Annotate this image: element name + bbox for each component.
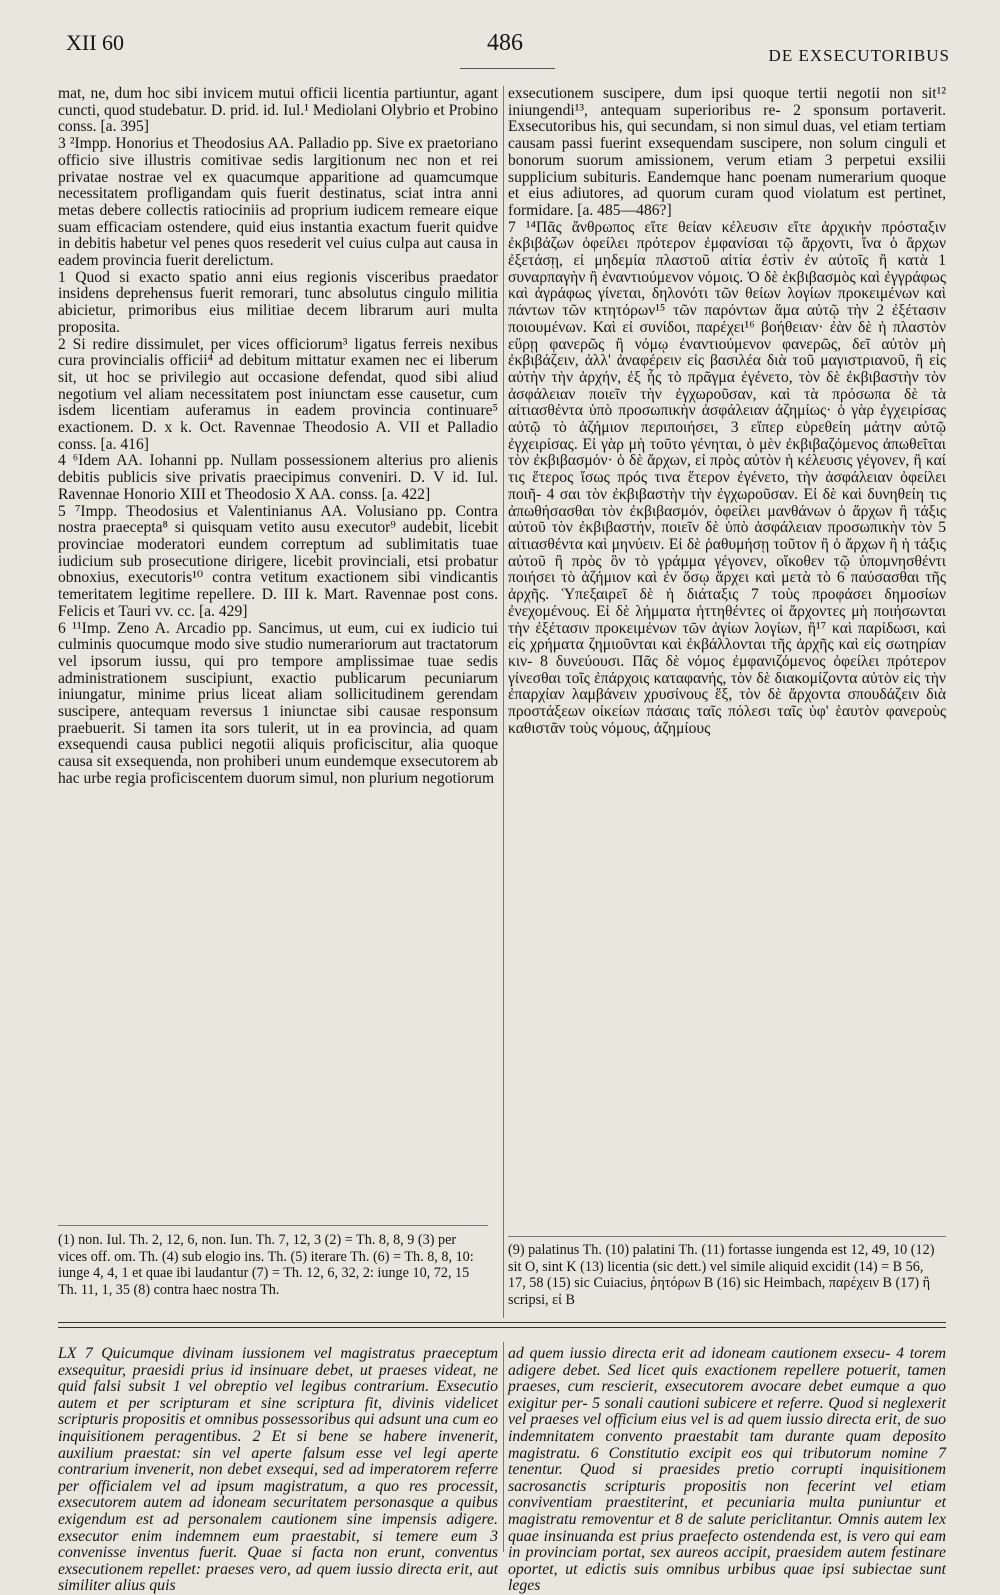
- latin-translation-left: [58, 1346, 498, 1595]
- paragraph: 5 ⁷Impp. Theodosius et Valentinianus AA. Volusiano pp. Contra nostra praecepta⁸ si quisquam vetito ausu executor⁹ audebit, licebit provinciae moderatori eundem correptum ad sublimitatis tuae iudicium sub prosecutione dirigere, licebit provinciali, etsi probatur obnoxius, executoris¹⁰ contra vetitum exactionem sibi vindicantis temeritatem legitime repellere. D. III k. Mart. Ravennae post cons. Felicis et Tauri vv. cc. [a. 429]: [58, 502, 498, 620]
- paragraph: 6 ¹¹Imp. Zeno A. Arcadio pp. Sancimus, ut eum, cui ex iudicio tui culminis quocumque modo sive studio numerariorum aut tractatorum vel ipsorum iussu, qui pro tempore amplissimae tuae sedis administrationem suscipiunt, exactio publicarum pecuniarum iniungatur, minime prius liceat aliam sollicitudinem gerendam suscipere, antequam reversus 1 iniunctae sibi causae responsum praebuerit. Si tamen ita sors tulerit, ut in ea provincia, ad quam exsequendi causa publici negotii aliquis proficiscitur, alia quoque causa sit exsequenda, non prohiberi unum eundemque exsecutorem ab hac urbe regia proficiscentem duorum simul, non plurium negotiorum: [58, 619, 498, 787]
- paragraph: 3 ²Impp. Honorius et Theodosius AA. Palladio pp. Sive ex praetoriano officio sive illustris comitivae sedis largitionum nec non et rei privatae nostrae vel ex quacumque apparitione ad quamcumque necessitatem profligandam quis fuerit destinatus, sciat intra anni metas debere collectis ratiociniis ad proprium iudicem remeare eique suam efficaciam ostendere, quid eius instantia exactum fuerit quidve in debitis habetur vel penes quos resederit vel cuius culpa aut causa in eadem provincia fuerit derelictum.: [58, 135, 498, 270]
- paragraph: 1 Quod si exacto spatio anni eius regionis visceribus praedator insidens deprehensus fuerit remorari, tunc absolutus cingulo militia abicietur, primoribus eius militiae decem librarum auri multa proposita.: [58, 268, 498, 336]
- column-divider: [503, 86, 504, 1318]
- paragraph: exsecutionem suscipere, dum ipsi quoque tertii negotii non sit¹² iniungendi¹³, antequam superioribus re- 2 sponsum portaverit. Exsecutoribus his, qui secundam, si non simul duas, vel etiam tertiam causam passi fuerint exsequendam suscipere, non solum cinguli et bonorum suorum amissionem, verum etiam 3 perpetui exsilii supplicium subituris. Eandemque hanc poenam numerarium quoque et eius adiutores, ad quorum curam quod violatum est pertinet, formidare. [a. 485—486?]: [508, 85, 946, 219]
- paragraph: 2 Si redire dissimulet, per vices officiorum³ ligatus ferreis nexibus cura provincialis officii⁴ ad debitum mittatur examen nec ei liberum sit, ut hoc se privilegio aut occasione defendat, quod sibi aliud negotium vel aliam necessitatem post iniunctam esse causetur, cum isdem licentiam auferamus in eadem provincia continuare⁵ exactionem. D. x k. Oct. Ravennae Theodosio A. VII et Palladio conss. [a. 416]: [58, 335, 498, 453]
- section-double-rule: [58, 1322, 946, 1328]
- main-text-left-column: [58, 86, 498, 788]
- running-head-right: DE EXSECUTORIBUS: [768, 46, 950, 65]
- header-rule: [460, 68, 555, 69]
- paragraph: ad quem iussio directa erit ad idoneam cautionem exsecu- 4 torem adigere debet. Sed licet quis exactionem repellere potuerit, tamen praeses, cum rescierit, exsecutorem avocare debet eumque a quo exigitur per- 5 sonali cautioni subicere et referre. Quod si neglexerit vel praeses vel officium eius vel is ad quem iussio directa erit, de suo indemnitatem convento praestabit tam durante quam deposito magistratu. 6 Constitutio excipit eos qui tributorum nomine 7 tenentur. Quod si praesides pretio corrupti inquisitionem sacrosanctis scripturis propositis non fecerint vel etiam conviventiam praestiterint, et pecuniaria multa puniuntur et magistratu removentur et 8 de salute periclitantur. Omnis autem lex quae insinuanda est prius praefecto ostendenda est, is vero qui eam in provinciam portat, sex aureos accipit, praesidem autem festinare oportet, ut edictis suis omnibus urbibus quae ipsi subiectae sunt leges: [508, 1345, 946, 1595]
- footnotes-left: (1) non. Iul. Th. 2, 12, 6, non. Iun. Th. 7, 12, 3 (2) = Th. 8, 8, 9 (3) per vices off. om. Th. (4) sub elogio ins. Th. (5) iterare Th. (6) = Th. 8, 8, 10: iunge 4, 4, 1 et quae ibi laudantur (7) = Th. 12, 6, 32, 2: iunge 10, 72, 15 Th. 11, 1, 35 (8) contra haec nostra Th.: [58, 1232, 474, 1298]
- main-text-right-column: [508, 86, 946, 737]
- translation-column-divider: [503, 1342, 504, 1552]
- footnotes-right: (9) palatinus Th. (10) palatini Th. (11) fortasse iungenda est 12, 49, 10 (12) sit O, sint K (13) licentia (sic dett.) vel simile aliquid excidit (14) = B 56, 17, 58 (15) sic Cuiacius, ῥητόρων B (16) sic Heimbach, παρέχειν B (17) ἢ scripsi, εἰ B: [508, 1242, 935, 1308]
- footnote-rule-left: [58, 1225, 488, 1226]
- paragraph: LX 7 Quicumque divinam iussionem vel magistratus praeceptum exsequitur, praesidi prius id insinuare debet, ut praeses videat, ne quid falsi subsit 1 vel obreptio vel legibus contrarium. Exsecutio autem et per scripturam et sine scriptura fit, divinis videlicet scripturis propositis et omnibus possessoribus qui adsunt una cum eo inquisitionem peragentibus. 2 Et si bene se habere invenerit, auxilium praestat: sin vel aperte falsum esse vel legi aperte contrarium invenerit, non debet exsequi, sed ad imperatorem referre per officialem vel ad ipsum magistratum, a quo res processit, exsecutorem autem ad idoneam securitatem personasque a quibus exigendum est ad personalem cautionem sine impensis adigere. exsecutor enim indemnem eum praestabit, si temere eum 3 convenisse inventus fuerit. Quae si facta non erunt, conventus exsecutionem repellet: praeses vero, ad quem iussio directa erit, aut similiter alius quis: [58, 1345, 498, 1595]
- footnote-rule-right: [508, 1236, 946, 1237]
- greek-paragraph: 7 ¹⁴Πᾶς ἄνθρωπος εἴτε θείαν κέλευσιν εἴτε ἀρχικὴν πρόσταξιν ἐκβιβάζων ὀφείλει πρότερον ἐμφανίσαι τῷ ἄρχοντι, ἵνα ὁ ἄρχων ἐξετάσῃ, εἰ μηδεμία πλαστοῦ αἰτία ἐστὶν ἐν αὐτοῖς ἢ κατὰ 1 συναρπαγὴν ἢ ἐναντιούμενον νόμοις. Ὁ δὲ ἐκβιβασμὸς καὶ ἐγγράφως καὶ ἀγράφως γίνεται, δηλονότι τῶν θείων λογίων προκειμένων καὶ πάντων τῶν κτητόρων¹⁵ τῶν παρόντων ἅμα αὐτῷ τὴν 2 ἐξέτασιν ποιουμένων. Καὶ εἰ συνίδοι, παρέχει¹⁶ βοήθειαν· ἐὰν δὲ ἡ πλαστὸν εὕρῃ φανερῶς ἢ νόμῳ ἐναντιούμενον φανερῶς, δεῖ αὐτὸν μὴ ἐκβιβάζειν, ἀλλ' ἀναφέρειν εἰς βασιλέα διὰ τοῦ μαγιστριανοῦ, ἢ εἰς αὐτὴν τὴν ἀρχήν, ἐξ ἧς τὸ πρᾶγμα ἐγένετο, τὸν δὲ ἐκβιβαστὴν τὸν ἀσφάλειαν ποιεῖν τὴν ἐγχωροῦσαν, καὶ τὰ πρόσωπα δὲ τὰ αἰτιασθέντα ὑπὸ προσωπικὴν ἀσφάλειαν ἀζημίως· ὁ γὰρ ἐγχειρίσας αὐτῷ τὸ ἀζήμιον περιποιήσει, 3 εἴπερ εὑρεθείη μάτην αὐτῷ ἐγχειρίσας. Εἰ γὰρ μὴ τοῦτο γένηται, ὁ μὲν ἐκβιβαζόμενος ἀπωθεῖται τὸν ἐκβιβασμόν· ὁ δὲ ἄρχων, εἰ πρὸς αὐτὸν ἡ κέλευσις γέγονεν, ἢ καί τις ἕτερος ἴσως πρός τινα ἕτερον ἐγένετο, τὴν ἀσφάλειαν ὀφείλει ποιῆ- 4 σαι τὸν ἐκβιβαστὴν τὴν ἐγχωροῦσαν. Εἰ δὲ καὶ δυνηθείη τις ἀπωθήσασθαι τὸν ἐκβιβασμόν, ὀφείλει μανθάνων ὁ ἄρχων ἢ τάξις αὐτοῦ τὸν ἐκβιβαστήν, ποιεῖν δὲ ὑπὸ ἀσφάλειαν προσωπικὴν τὸν 5 αἰτιασθέντα καὶ μηνύειν. Εἰ δὲ ῥαθυμήσῃ τοῦτον ἢ ὁ ἄρχων ἢ ἡ τάξις αὐτοῦ ἢ πρὸς ὃν τὸ γράμμα γέγονεν, οἴκοθεν τῷ ὑπομνησθέντι ποιήσει τὸ ἀζήμιον καὶ ἐν ὅσῳ ἄρχει καὶ μετὰ τὸ 6 παύσασθαι τῆς ἀρχῆς. Ὑπεξαιρεῖ δὲ ἡ διάταξις 7 τοὺς προφάσει δημοσίων ἐνεχομένους. Εἰ δὲ λήμματα ἡττηθέντες οἱ ἄρχοντες μὴ ποιήσωνται τὴν ἐξέτασιν προκειμένων τῶν ἁγίων λογίων, ἢ¹⁷ καὶ παρίδωσι, καὶ εἰς χρήματα ζημιοῦνται καὶ ἐκβάλλονται τῆς ἀρχῆς καὶ εἰς σωτηρίαν κιν- 8 δυνεύουσι. Πᾶς δὲ νόμος ἐμφανιζόμενος ὀφείλει πρότερον γίνεσθαι τοῖς ἐπάρχοις καταφανής, τὸν δὲ διακομίζοντα αὐτὸν εἰς τὴν ἐπαρχίαν λαμβάνειν χρυσίνους ἕξ, τὸν δὲ ἄρχοντα σπουδάζειν διὰ προστάξεων οἰκείων πάσαις ταῖς πόλεσι ταῖς ὑφ' ἑαυτὸν φανεροὺς καθιστᾶν τοὺς νόμους, ἀζημίους: [508, 218, 946, 737]
- latin-translation-right: [508, 1346, 946, 1595]
- running-head-left: XII 60: [66, 30, 125, 55]
- paragraph: mat, ne, dum hoc sibi invicem mutui officii licentia partiuntur, agant cuncti, quod studebatur. D. prid. id. Iul.¹ Mediolani Olybrio et Probino conss. [a. 395]: [58, 85, 498, 136]
- page-number: 486: [487, 30, 523, 56]
- paragraph: 4 ⁶Idem AA. Iohanni pp. Nullam possessionem alterius pro alienis debitis publicis sive privatis praecipimus conveniri. D. V id. Iul. Ravennae Honorio XIII et Theodosio X AA. conss. [a. 422]: [58, 452, 498, 503]
